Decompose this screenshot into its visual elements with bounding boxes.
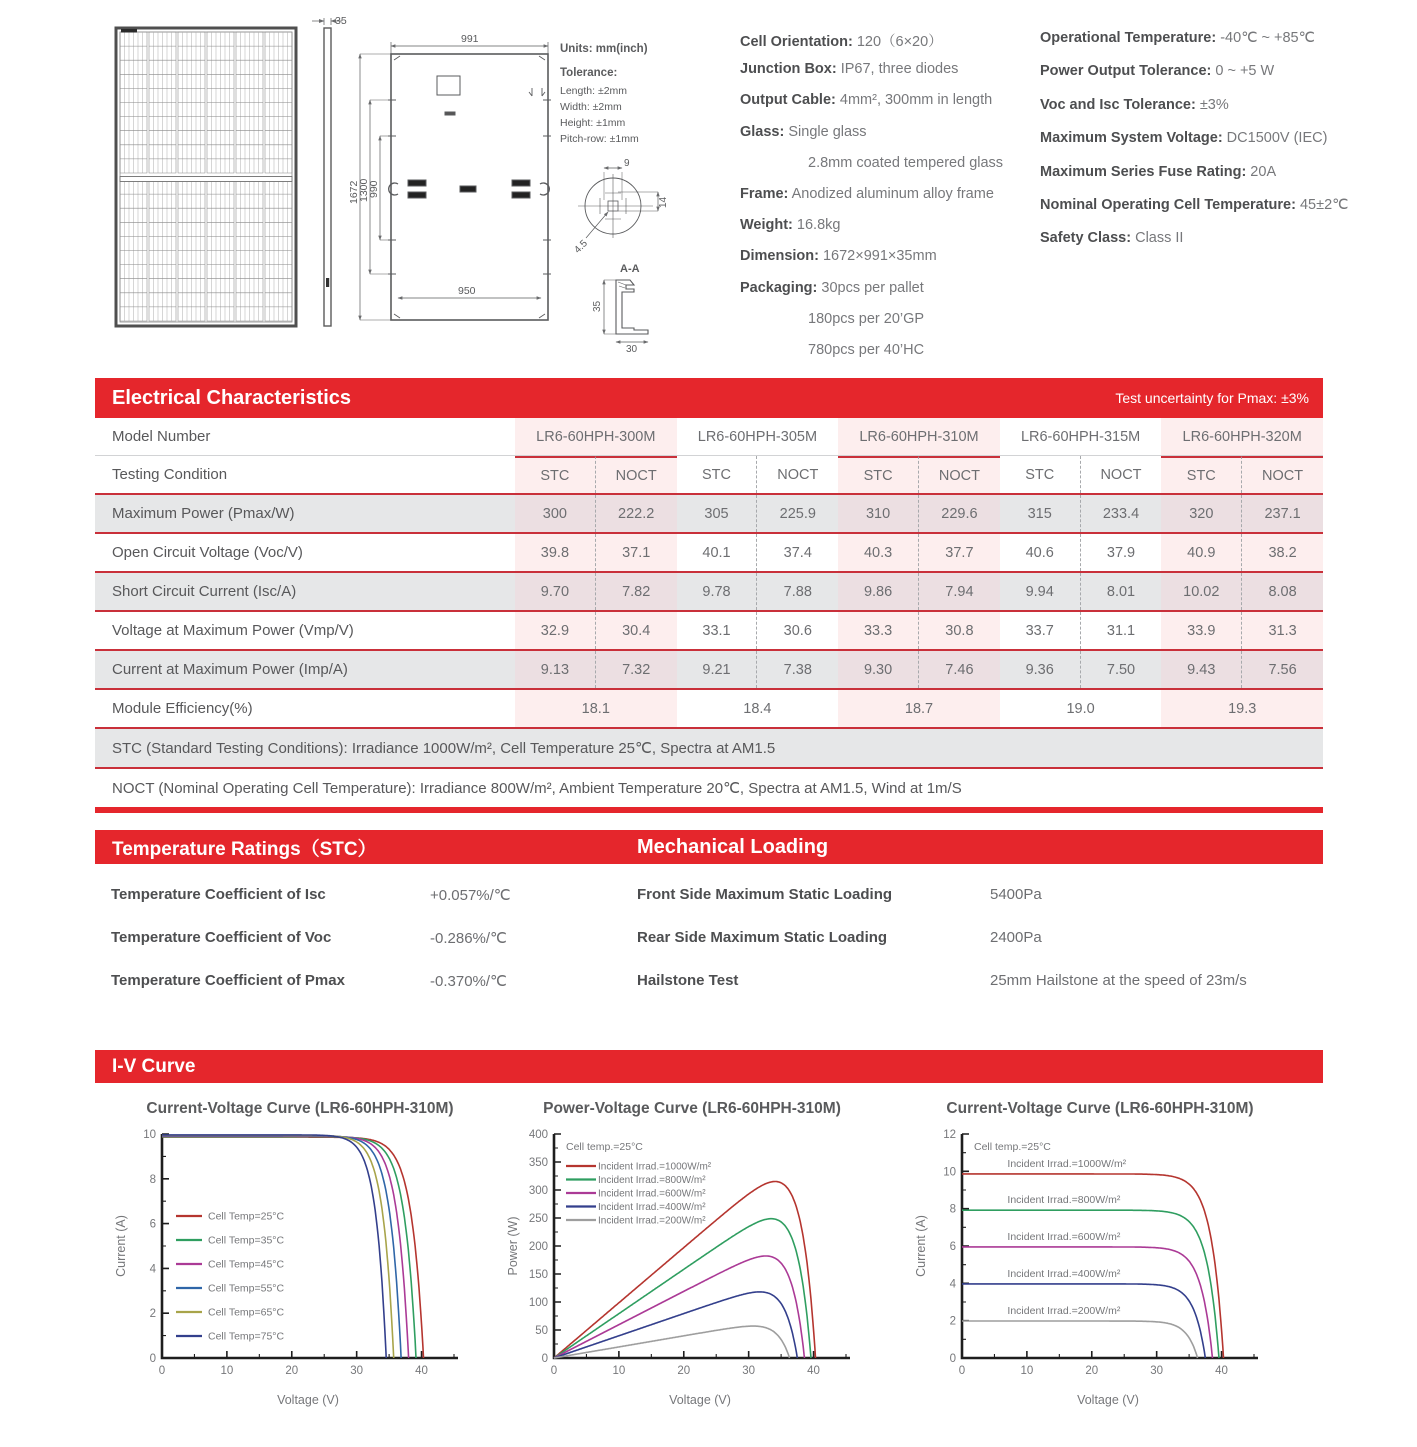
spec-value: 180pcs per 20’GP bbox=[808, 310, 925, 327]
y-axis-label: Power (W) bbox=[506, 1216, 520, 1276]
major-ticks bbox=[162, 1134, 422, 1358]
x-tick-label: 40 bbox=[807, 1365, 820, 1377]
table-row-efficiency bbox=[95, 690, 1323, 729]
value-cell: 30.8 bbox=[919, 612, 1000, 649]
value-cell: 37.4 bbox=[783, 544, 812, 561]
legend-label: Cell Temp=45°C bbox=[208, 1258, 285, 1271]
y-tick-label: 12 bbox=[943, 1129, 956, 1141]
x-axis-label: Voltage (V) bbox=[1077, 1393, 1139, 1407]
series-curve bbox=[162, 1136, 409, 1358]
spec-line bbox=[1040, 63, 1370, 96]
annotation: Cell temp.=25°C bbox=[974, 1141, 1051, 1153]
spec-label: Maximum Series Fuse Rating: bbox=[1040, 163, 1247, 180]
value-cell: 7.46 bbox=[919, 651, 1000, 688]
efficiency-value: 18.1 bbox=[515, 690, 677, 727]
value-cell: 37.7 bbox=[919, 534, 1000, 571]
x-tick-label: 20 bbox=[677, 1365, 691, 1377]
value-cell: 37.1 bbox=[596, 534, 677, 571]
temp-coefficient-value: -0.286%/℃ bbox=[430, 930, 507, 947]
electrical-characteristics-section bbox=[95, 378, 1323, 813]
value-cell: 33.9 bbox=[1161, 612, 1242, 649]
value-cell: 7.38 bbox=[757, 651, 838, 688]
spec-line bbox=[1040, 164, 1370, 197]
legend-label: Incident Irrad.=200W/m² bbox=[598, 1215, 706, 1227]
units-tolerance-block bbox=[560, 43, 648, 145]
chart-title: Current-Voltage Curve (LR6-60HPH-310M) bbox=[946, 1100, 1254, 1117]
spec-line bbox=[1040, 197, 1370, 230]
y-tick-label: 0 bbox=[149, 1353, 156, 1365]
spec-label: Dimension: bbox=[740, 248, 819, 265]
table-note-row bbox=[95, 729, 1323, 769]
y-tick-label: 350 bbox=[528, 1157, 548, 1169]
tolerance-length: Length: ±2mm bbox=[560, 85, 628, 97]
spec-value: 30pcs per pallet bbox=[817, 279, 924, 296]
mechanical-value: 5400Pa bbox=[990, 886, 1042, 903]
dim-back-width: 991 bbox=[461, 33, 479, 45]
spec-value: DC1500V (IEC) bbox=[1222, 130, 1328, 147]
side-view-drawing bbox=[312, 16, 347, 326]
drawings-svg bbox=[108, 16, 688, 352]
value-cell: 10.02 bbox=[1161, 573, 1242, 610]
efficiency-value: 19.0 bbox=[1066, 700, 1095, 717]
efficiency-label: Module Efficiency(%) bbox=[112, 700, 253, 717]
temp-coefficient-value: +0.057%/℃ bbox=[430, 887, 511, 904]
mechanical-label: Front Side Maximum Static Loading bbox=[637, 886, 893, 903]
spec-label: Safety Class: bbox=[1040, 230, 1132, 247]
dim-back-height: 1672 bbox=[348, 180, 360, 204]
chart-power-voltage bbox=[497, 1100, 887, 1412]
value-cell: 9.70 bbox=[515, 573, 596, 610]
value-cell: 7.82 bbox=[596, 573, 677, 610]
mechanical-label: Rear Side Maximum Static Loading bbox=[637, 929, 888, 946]
spec-line bbox=[740, 30, 1050, 61]
value-cell: 37.9 bbox=[1106, 544, 1136, 561]
spec-line bbox=[1040, 130, 1370, 163]
value-cell: 38.2 bbox=[1242, 534, 1323, 571]
value-cell: 30.6 bbox=[783, 622, 812, 639]
value-cell: 31.3 bbox=[1242, 612, 1323, 649]
value-cell: 9.21 bbox=[677, 651, 758, 688]
value-cell: 33.3 bbox=[838, 612, 919, 649]
spec-line bbox=[1040, 30, 1370, 63]
x-tick-label: 10 bbox=[1020, 1365, 1034, 1377]
dim-hole-pitch-outer: 1300 bbox=[358, 178, 370, 202]
series-curve bbox=[554, 1326, 790, 1358]
series-inline-label: Incident Irrad.=1000W/m² bbox=[1007, 1157, 1127, 1170]
spec-line bbox=[740, 92, 1050, 123]
series-curve bbox=[162, 1137, 416, 1358]
value-cell: 9.30 bbox=[838, 651, 919, 688]
chart-title: Power-Voltage Curve (LR6-60HPH-310M) bbox=[543, 1100, 841, 1117]
legend-label: Cell Temp=65°C bbox=[208, 1306, 285, 1319]
series-inline-label: Incident Irrad.=400W/m² bbox=[1007, 1267, 1121, 1280]
minor-ticks bbox=[962, 1153, 1254, 1358]
y-tick-label: 150 bbox=[528, 1269, 548, 1281]
spec-value: 780pcs per 40’HC bbox=[808, 341, 925, 358]
legend-label: Cell Temp=25°C bbox=[208, 1210, 285, 1223]
value-cell: 40.6 bbox=[1000, 534, 1081, 571]
testing-condition-cell: STC bbox=[838, 456, 919, 493]
dim-frame-height: 35 bbox=[592, 300, 603, 312]
temp-coefficient-value: -0.370%/℃ bbox=[430, 973, 507, 990]
y-tick-label: 250 bbox=[528, 1213, 548, 1225]
dim-hole-offset-x: 9 bbox=[624, 158, 630, 169]
x-tick-label: 40 bbox=[415, 1365, 428, 1377]
value-cell: 9.86 bbox=[838, 573, 919, 610]
legend-label: Cell Temp=75°C bbox=[208, 1330, 285, 1343]
mechanical-value: 2400Pa bbox=[990, 929, 1042, 946]
mechanical-label: Hailstone Test bbox=[637, 972, 739, 989]
y-tick-label: 300 bbox=[528, 1185, 548, 1197]
testing-condition-cell: NOCT bbox=[777, 466, 819, 483]
chart-plot bbox=[502, 1120, 882, 1412]
spec-label: Maximum System Voltage: bbox=[1040, 130, 1223, 147]
table-row-0 bbox=[95, 495, 1323, 534]
spec-value: 120（6×20） bbox=[852, 34, 943, 50]
testing-condition-cell: NOCT bbox=[1100, 466, 1142, 483]
legend-label: Incident Irrad.=800W/m² bbox=[598, 1175, 706, 1186]
spec-value: ±3% bbox=[1195, 96, 1229, 113]
y-tick-label: 10 bbox=[943, 1166, 956, 1179]
spec-label: Voc and Isc Tolerance: bbox=[1040, 96, 1196, 113]
table-bottom-rule bbox=[95, 807, 1323, 813]
value-cell: 8.01 bbox=[1081, 573, 1162, 610]
table-row-testing-condition bbox=[95, 456, 1323, 495]
model-name: LR6-60HPH-320M bbox=[1161, 418, 1323, 455]
x-tick-label: 30 bbox=[350, 1365, 364, 1377]
spec-value: 1672×991×35mm bbox=[818, 248, 937, 265]
table-row-3 bbox=[95, 612, 1323, 651]
value-cell: 40.1 bbox=[677, 534, 758, 571]
spec-value: 16.8kg bbox=[792, 217, 841, 234]
temp-coefficient-label: Temperature Coefficient of Isc bbox=[111, 886, 326, 903]
temperature-mechanical-header-bar bbox=[95, 830, 1323, 864]
testing-condition-cell: NOCT bbox=[1242, 456, 1323, 493]
spec-label: Operational Temperature: bbox=[1040, 30, 1217, 46]
row-label: Maximum Power (Pmax/W) bbox=[95, 495, 515, 532]
mounting-hole-detail bbox=[572, 158, 669, 256]
annotation: Cell temp.=25°C bbox=[566, 1141, 643, 1153]
chart-current-voltage-irradiance bbox=[905, 1100, 1295, 1412]
tolerance-height: Height: ±1mm bbox=[560, 117, 626, 129]
value-cell: 7.94 bbox=[919, 573, 1000, 610]
dim-bottom-width: 950 bbox=[458, 285, 476, 297]
tolerance-pitch-row: Pitch-row: ±1mm bbox=[560, 133, 639, 145]
panel-drawings bbox=[108, 16, 688, 352]
spec-label: Frame: bbox=[740, 185, 789, 202]
spec-line bbox=[740, 217, 1050, 248]
y-tick-label: 200 bbox=[528, 1241, 548, 1253]
spec-line bbox=[740, 342, 1050, 373]
legend-label: Incident Irrad.=1000W/m² bbox=[598, 1161, 712, 1173]
chart-plot bbox=[910, 1120, 1290, 1412]
chart-title: Current-Voltage Curve (LR6-60HPH-310M) bbox=[146, 1100, 454, 1117]
row-label: Voltage at Maximum Power (Vmp/V) bbox=[112, 622, 354, 639]
temp-coefficient-label: Temperature Coefficient of Pmax bbox=[111, 972, 345, 989]
value-cell: 9.36 bbox=[1000, 651, 1081, 688]
spec-label: Nominal Operating Cell Temperature: bbox=[1040, 196, 1296, 213]
spec-value: 2.8mm coated tempered glass bbox=[808, 154, 1004, 171]
value-cell: 237.1 bbox=[1242, 495, 1323, 532]
chart-current-voltage-temp bbox=[105, 1100, 495, 1412]
dim-hole-offset-y: 14 bbox=[658, 196, 669, 208]
value-cell: 40.9 bbox=[1161, 534, 1242, 571]
y-axis-label: Current (A) bbox=[114, 1215, 128, 1277]
x-tick-label: 30 bbox=[1150, 1365, 1164, 1377]
value-cell: 7.50 bbox=[1081, 651, 1162, 688]
value-cell: 229.6 bbox=[919, 495, 1000, 532]
value-cell: 30.4 bbox=[596, 612, 677, 649]
value-cell: 7.32 bbox=[596, 651, 677, 688]
testing-condition-cell: NOCT bbox=[919, 456, 1000, 493]
spec-line bbox=[740, 186, 1050, 217]
electrical-table bbox=[95, 418, 1323, 807]
spec-label: Cell Orientation: bbox=[740, 34, 853, 50]
spec-label: Weight: bbox=[740, 217, 793, 234]
legend-label: Cell Temp=55°C bbox=[208, 1282, 285, 1295]
units-label: Units: mm(inch) bbox=[560, 43, 648, 55]
table-row-2 bbox=[95, 573, 1323, 612]
row-label: Open Circuit Voltage (Voc/V) bbox=[112, 544, 303, 561]
spec-value: Anodized aluminum alloy frame bbox=[788, 185, 994, 202]
dim-hole-size: 4.5 bbox=[572, 238, 590, 256]
model-number-label: Model Number bbox=[112, 428, 211, 445]
value-cell: 9.13 bbox=[515, 651, 596, 688]
tolerance-width: Width: ±2mm bbox=[560, 101, 622, 113]
testing-condition-cell: STC bbox=[515, 456, 596, 493]
y-tick-label: 100 bbox=[528, 1297, 548, 1309]
series-curve bbox=[554, 1256, 805, 1358]
legend-label: Cell Temp=35°C bbox=[208, 1234, 285, 1247]
minor-ticks bbox=[162, 1156, 454, 1358]
x-tick-label: 10 bbox=[220, 1365, 234, 1377]
series-curve bbox=[162, 1136, 401, 1358]
value-cell: 222.2 bbox=[596, 495, 677, 532]
specs-column-right bbox=[1040, 30, 1370, 264]
model-name: LR6-60HPH-305M bbox=[697, 428, 818, 445]
series-curve bbox=[554, 1292, 797, 1358]
model-name: LR6-60HPH-310M bbox=[838, 418, 1000, 455]
spec-value: 0 ~ +5 W bbox=[1211, 63, 1275, 80]
value-cell: 33.1 bbox=[677, 612, 758, 649]
tolerance-label: Tolerance: bbox=[560, 67, 618, 79]
efficiency-value: 19.3 bbox=[1161, 690, 1323, 727]
x-axis-label: Voltage (V) bbox=[277, 1393, 339, 1407]
series-inline-label: Incident Irrad.=800W/m² bbox=[1007, 1194, 1121, 1207]
value-cell: 9.43 bbox=[1161, 651, 1242, 688]
spec-line bbox=[740, 155, 1050, 186]
y-tick-label: 10 bbox=[143, 1129, 156, 1141]
y-tick-label: 50 bbox=[535, 1325, 548, 1337]
iv-curve-section bbox=[95, 1050, 1323, 1083]
x-tick-label: 40 bbox=[1215, 1365, 1228, 1377]
spec-line bbox=[1040, 97, 1370, 130]
spec-value: 45±2℃ bbox=[1295, 196, 1349, 213]
row-label: Current at Maximum Power (Imp/A) bbox=[95, 651, 515, 688]
legend-label: Incident Irrad.=400W/m² bbox=[598, 1202, 706, 1213]
spec-value: -40℃ ~ +85℃ bbox=[1216, 30, 1315, 46]
y-tick-label: 8 bbox=[949, 1203, 956, 1216]
electrical-title: Electrical Characteristics bbox=[112, 386, 352, 409]
frame-section-drawing bbox=[592, 263, 648, 352]
iv-curve-header-bar bbox=[95, 1050, 1323, 1083]
dim-hole-pitch-inner: 990 bbox=[368, 180, 380, 198]
specs-column-left bbox=[740, 30, 1050, 373]
value-cell: 233.4 bbox=[1081, 495, 1162, 532]
value-cell: 40.3 bbox=[838, 534, 919, 571]
value-cell: 320 bbox=[1161, 495, 1242, 532]
y-axis-label: Current (A) bbox=[914, 1215, 928, 1277]
spec-label: Junction Box: bbox=[740, 61, 837, 78]
y-tick-label: 8 bbox=[149, 1173, 156, 1186]
dim-side-thickness: 35 bbox=[335, 16, 347, 27]
table-row-models bbox=[95, 418, 1323, 456]
value-cell: 31.1 bbox=[1106, 622, 1136, 639]
front-view-drawing bbox=[116, 28, 296, 326]
spec-value: IP67, three diodes bbox=[836, 61, 959, 78]
y-tick-label: 2 bbox=[149, 1308, 156, 1321]
value-cell: 300 bbox=[515, 495, 596, 532]
x-axis-label: Voltage (V) bbox=[669, 1393, 731, 1407]
x-tick-label: 0 bbox=[158, 1365, 166, 1377]
value-cell: 305 bbox=[677, 495, 758, 532]
value-cell: 9.78 bbox=[677, 573, 758, 610]
spec-label: Glass: bbox=[740, 123, 785, 140]
x-tick-label: 20 bbox=[1085, 1365, 1099, 1377]
spec-line bbox=[740, 280, 1050, 311]
series-curve bbox=[962, 1321, 1198, 1358]
series-curve bbox=[162, 1135, 394, 1358]
efficiency-value: 18.7 bbox=[838, 690, 1000, 727]
model-name: LR6-60HPH-315M bbox=[1020, 428, 1141, 445]
spec-label: Packaging: bbox=[740, 279, 818, 296]
testing-condition-cell: STC bbox=[1161, 456, 1242, 493]
y-tick-label: 6 bbox=[149, 1218, 156, 1231]
series-inline-label: Incident Irrad.=600W/m² bbox=[1007, 1230, 1121, 1243]
spec-line bbox=[740, 61, 1050, 92]
electrical-header-bar bbox=[95, 378, 1323, 418]
x-tick-label: 10 bbox=[612, 1365, 626, 1377]
mechanical-value: 25mm Hailstone at the speed of 23m/s bbox=[990, 972, 1247, 989]
x-tick-label: 30 bbox=[742, 1365, 756, 1377]
value-cell: 32.9 bbox=[515, 612, 596, 649]
testing-condition-cell: STC bbox=[1000, 456, 1081, 493]
temperature-mechanical-section bbox=[95, 830, 1323, 990]
iv-curve-title: I-V Curve bbox=[112, 1055, 196, 1077]
value-cell: 7.88 bbox=[757, 573, 838, 610]
spec-value: Class II bbox=[1131, 230, 1184, 247]
series-curve bbox=[554, 1219, 811, 1358]
charts-row bbox=[0, 1100, 1417, 1430]
table-row-4 bbox=[95, 651, 1323, 690]
value-cell: 8.08 bbox=[1242, 573, 1323, 610]
value-cell: 7.56 bbox=[1242, 651, 1323, 688]
spec-line bbox=[740, 311, 1050, 342]
note-text: STC (Standard Testing Conditions): Irradiance 1000W/m², Cell Temperature 25℃, Spectra at AM1.5 bbox=[95, 729, 1323, 767]
spec-label: Output Cable: bbox=[740, 92, 836, 109]
testing-condition-cell: NOCT bbox=[596, 456, 677, 493]
dim-frame-width: 30 bbox=[626, 344, 638, 352]
spec-value: Single glass bbox=[784, 123, 867, 140]
y-tick-label: 4 bbox=[149, 1263, 156, 1276]
row-label: Short Circuit Current (Isc/A) bbox=[95, 573, 515, 610]
note-text: NOCT (Nominal Operating Cell Temperature): Irradiance 800W/m², Ambient Temperature 20℃, Spectra at AM1.5, Wind at 1m/S bbox=[112, 780, 962, 797]
spec-value: 4mm², 300mm in length bbox=[835, 92, 993, 109]
series-inline-label: Incident Irrad.=200W/m² bbox=[1007, 1305, 1121, 1318]
x-tick-label: 0 bbox=[550, 1365, 558, 1377]
x-tick-label: 0 bbox=[958, 1365, 966, 1377]
y-tick-label: 0 bbox=[541, 1353, 548, 1365]
value-cell: 225.9 bbox=[757, 495, 838, 532]
y-tick-label: 0 bbox=[949, 1353, 956, 1365]
y-tick-label: 400 bbox=[528, 1129, 548, 1141]
spec-line bbox=[740, 124, 1050, 155]
x-tick-label: 20 bbox=[285, 1365, 299, 1377]
table-row-1 bbox=[95, 534, 1323, 573]
mechanical-loading-title: Mechanical Loading bbox=[637, 835, 829, 858]
value-cell: 33.7 bbox=[1000, 612, 1081, 649]
legend-label: Incident Irrad.=600W/m² bbox=[598, 1188, 706, 1200]
spec-line bbox=[1040, 230, 1370, 263]
efficiency-value: 18.4 bbox=[743, 700, 772, 717]
value-cell: 39.8 bbox=[515, 534, 596, 571]
model-name: LR6-60HPH-300M bbox=[515, 418, 677, 455]
section-label: A-A bbox=[620, 263, 640, 275]
value-cell: 315 bbox=[1000, 495, 1081, 532]
temperature-ratings-title: Temperature Ratings（STC） bbox=[112, 838, 377, 860]
spec-value: 20A bbox=[1246, 163, 1277, 180]
y-tick-label: 2 bbox=[949, 1315, 956, 1328]
value-cell: 9.94 bbox=[1000, 573, 1081, 610]
testing-condition-cell: STC bbox=[677, 456, 758, 493]
test-uncertainty-note: Test uncertainty for Pmax: ±3% bbox=[1115, 390, 1309, 406]
chart-plot bbox=[110, 1120, 490, 1412]
y-tick-label: 4 bbox=[949, 1278, 956, 1291]
temp-coefficient-label: Temperature Coefficient of Voc bbox=[111, 929, 332, 946]
table-note-row bbox=[95, 769, 1323, 807]
spec-label: Power Output Tolerance: bbox=[1040, 63, 1212, 80]
spec-line bbox=[740, 248, 1050, 279]
series-curve bbox=[962, 1247, 1213, 1358]
value-cell: 310 bbox=[838, 495, 919, 532]
testing-condition-label: Testing Condition bbox=[112, 466, 228, 483]
back-view-drawing bbox=[348, 33, 551, 320]
y-tick-label: 6 bbox=[949, 1241, 956, 1253]
